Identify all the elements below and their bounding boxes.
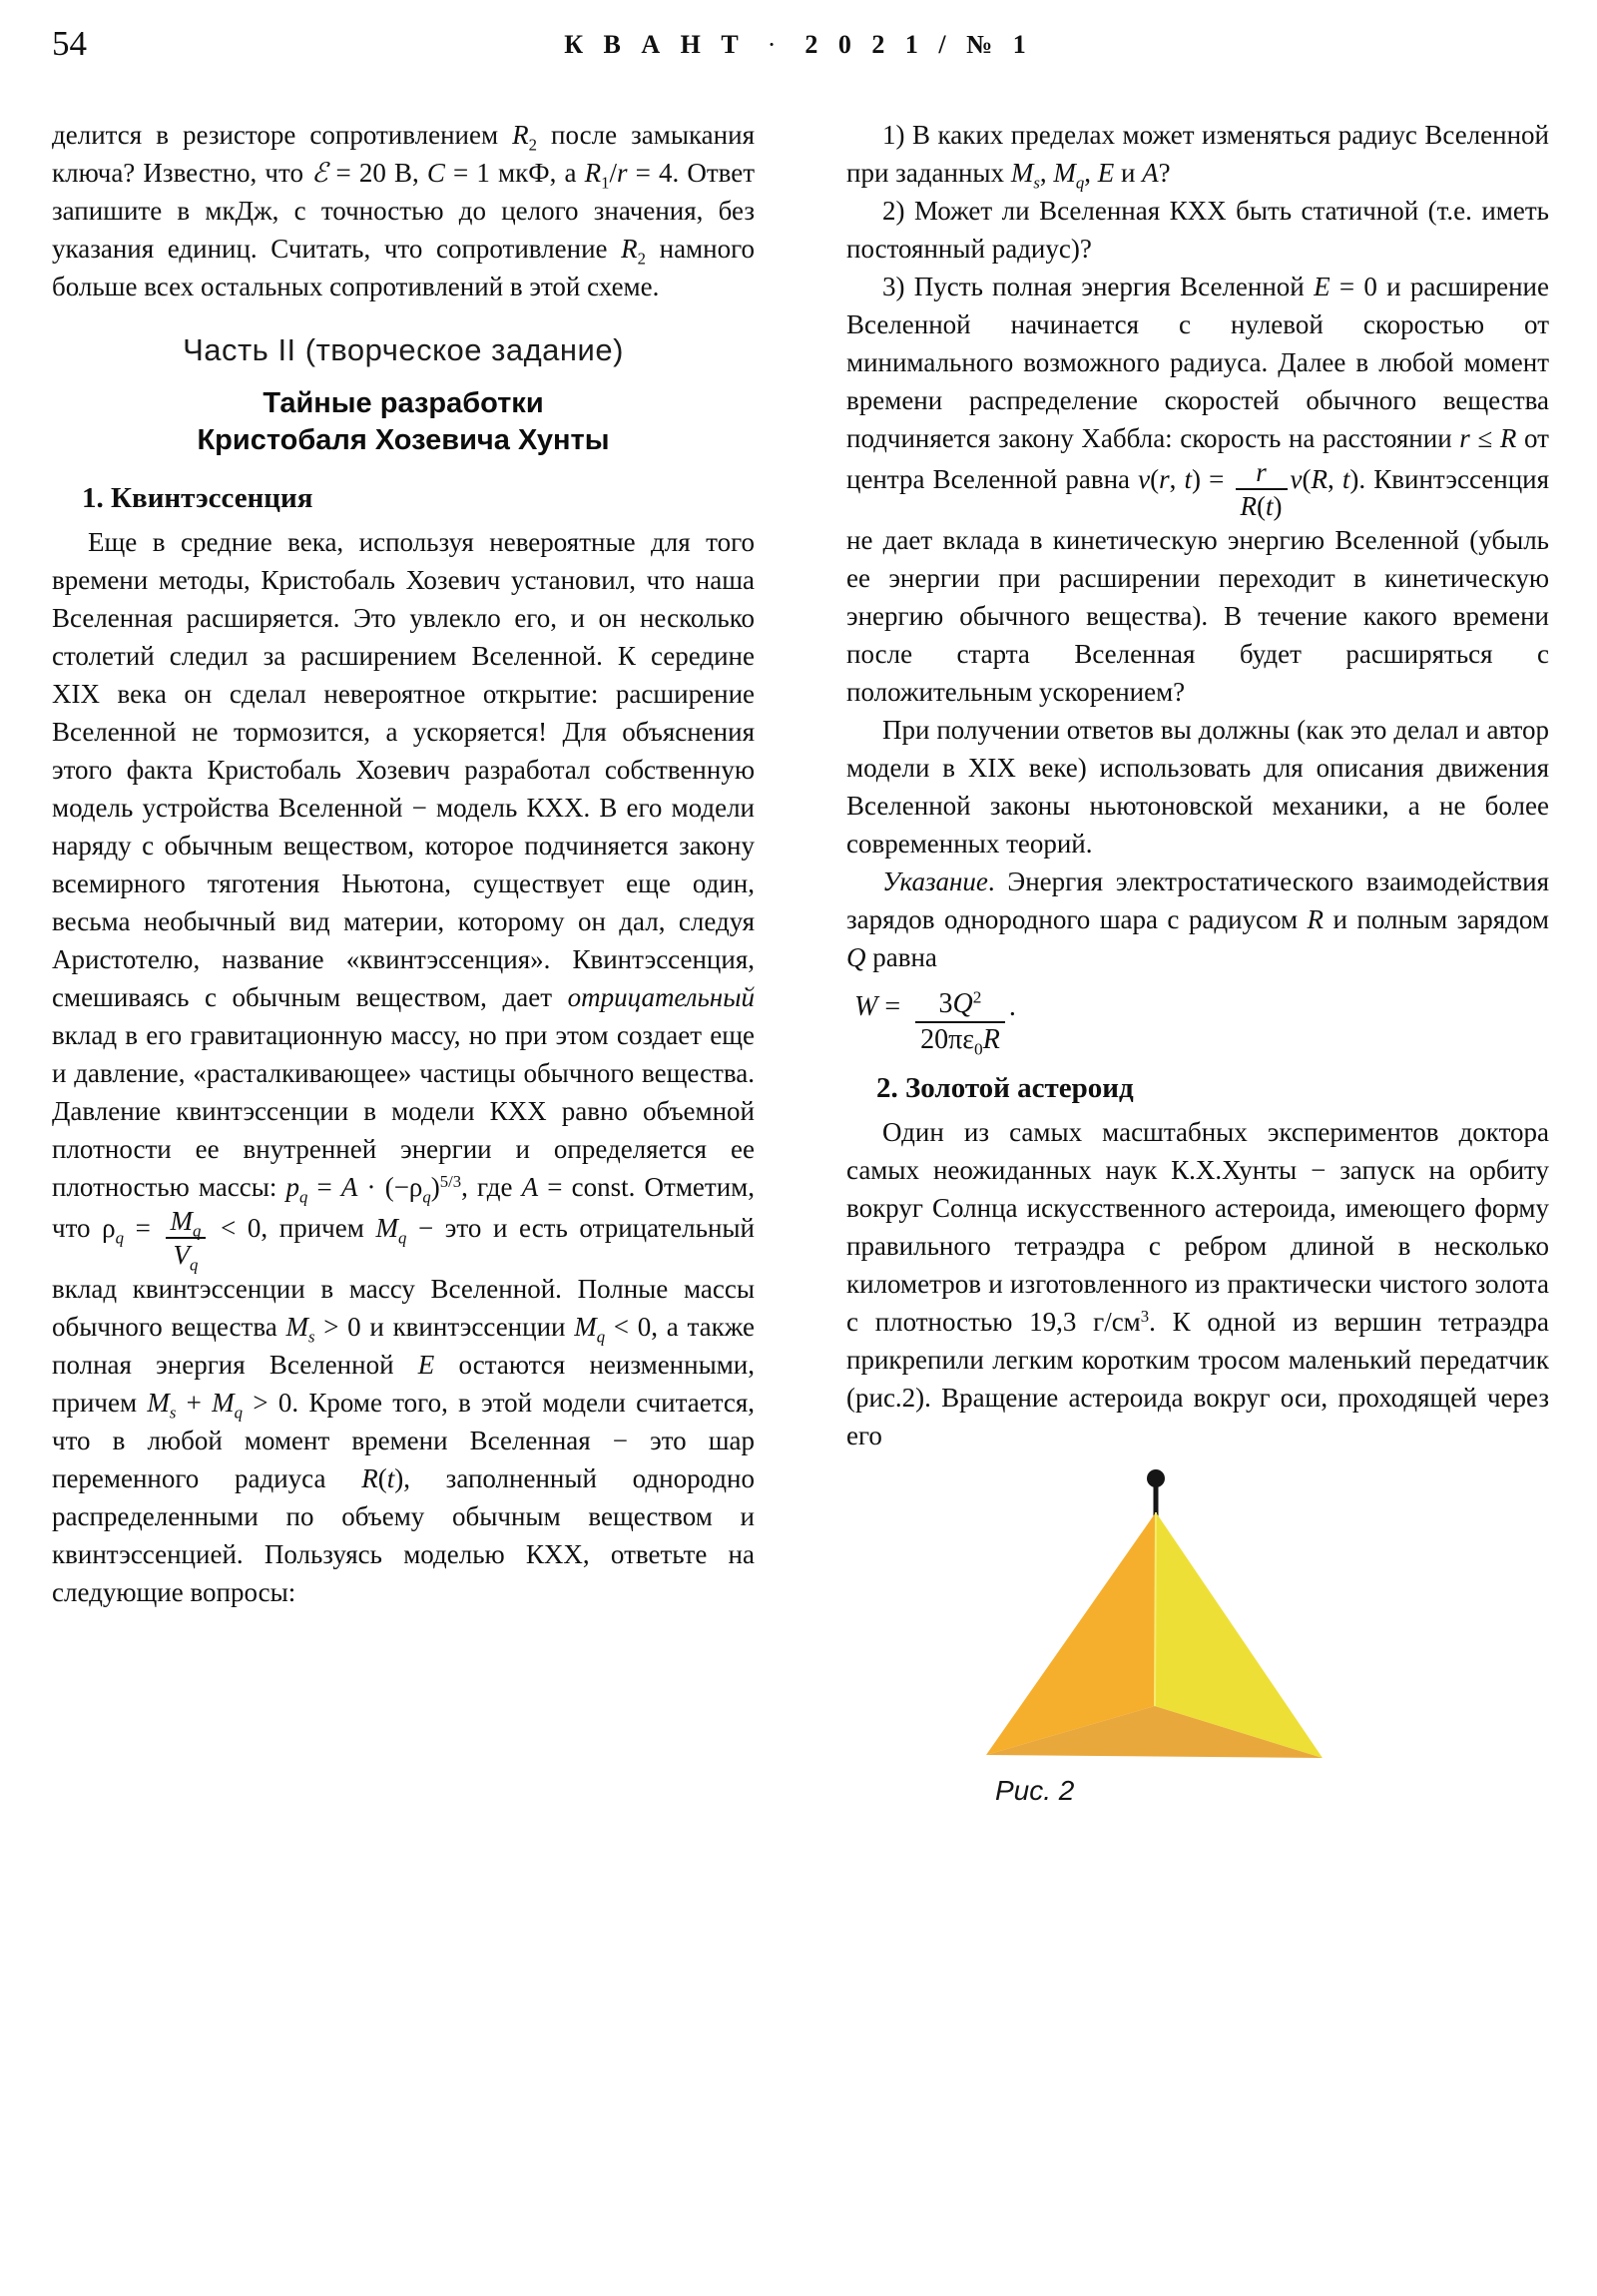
math-sub: 2: [637, 249, 647, 269]
masthead-separator: ·: [767, 30, 784, 59]
text-run: 1) В каких пределах может изменяться радиус Вселенной при заданных: [846, 120, 1549, 188]
section-1-heading: 1. Квинтэссенция: [82, 482, 313, 514]
article-title-line2: Кристобаля Хозевича Хунты: [197, 424, 610, 456]
text-run: Еще в средние века, используя невероятные для того времени методы, Кристобаль Хозевич установил, что наша Вселенная расширяется. Это увлекло его, и он несколько столетий следил за расширением Вселенной. К середине XIX века он сделал невероятное открытие: расширение Вселенной не тормозится, а ускоряется! Для объяснения этого факта Кристобаль Хозевич разработал собственную модель устройства Вселенной − модель КХХ. В его модели наряду с обычным веществом, которое подчиняется закону всемирного тяготения Ньютона, существует еще один, весьма необычный вид материи, которому он дал, следуя Аристотелю, название «квинтэссенция». Квинтэссенция, смешиваясь с обычным веществом, дает: [52, 527, 755, 1012]
text-run: < 0, причем: [209, 1213, 376, 1244]
text-run: − это и есть отрицательный вклад квинтэссенции в массу Вселенной. Полные массы обычного вещества: [52, 1213, 755, 1343]
fraction-numerator: [166, 1206, 207, 1241]
math-sub: q: [299, 1187, 308, 1207]
math-var: M: [1010, 158, 1034, 188]
math-var: r: [1159, 464, 1170, 495]
math-sub: s: [1033, 173, 1040, 193]
math-sub: q: [190, 1255, 199, 1275]
text-run: ): [1273, 491, 1283, 522]
math-var: A: [1142, 158, 1159, 188]
paragraph-note: При получении ответов вы должны (как это делал и автор модели в XIX веке) использовать для описания движения Вселенной законы ньютоновской механики, а не более современных теорий.: [846, 715, 1549, 860]
text-run: =: [124, 1213, 163, 1244]
formula-electrostatic-energy: [854, 987, 1549, 1059]
text-run: (: [1150, 464, 1160, 495]
fraction-denominator: [1236, 488, 1288, 521]
text-run: /: [609, 158, 617, 188]
tetrahedron-illustration: [981, 1464, 1331, 1764]
math-var: Q: [846, 942, 866, 973]
fraction-numerator: [1236, 457, 1288, 488]
text-run: =: [307, 1172, 341, 1202]
math-sup: 3: [1140, 1306, 1150, 1326]
math-sub: q: [1075, 173, 1085, 193]
text-run: < 0, а также полная энергия Вселенной: [52, 1312, 755, 1381]
text-run: делится в резисторе сопротивлением: [52, 120, 513, 150]
text-run: . Энергия электростатического взаимодействия зарядов однородного шара с радиусом: [846, 866, 1549, 935]
math-var: R: [1499, 423, 1517, 453]
text-run: (: [377, 1463, 387, 1494]
part-heading: Часть II (творческое задание): [183, 332, 624, 367]
text-run: , заполненный однородно распределенными по объему обычным веществом и квинтэссенцией. Пользуясь моделью КХХ, ответьте на следующие вопросы:: [52, 1463, 755, 1608]
text-run: ) =: [1192, 464, 1233, 495]
paragraph-quintessence: [52, 523, 755, 1611]
math-var: M: [212, 1388, 235, 1419]
transmitter-pin-head: [1147, 1469, 1165, 1487]
question-2: 2) Может ли Вселенная КХХ быть статичной (т.е. иметь постоянный радиус)?: [846, 196, 1549, 264]
math-var: p: [285, 1172, 300, 1202]
fraction: [166, 1206, 207, 1275]
math-var: M: [170, 1206, 194, 1236]
text-run: (−ρ: [384, 1172, 423, 1202]
text-run: 20πε: [920, 1023, 975, 1055]
math-sub: q: [397, 1228, 407, 1248]
article-title-line1: Тайные разработки: [263, 387, 544, 419]
math-var: A: [521, 1172, 539, 1202]
page-header: [0, 0, 1597, 88]
text-run: ): [394, 1463, 404, 1494]
text-run: > 0 и квинтэссенции: [314, 1312, 575, 1343]
math-var: t: [386, 1463, 395, 1494]
hint-label: Указание: [882, 866, 988, 897]
math-var: M: [375, 1213, 398, 1244]
math-var: E: [1097, 158, 1115, 188]
fraction: [915, 987, 1005, 1059]
text-run: = 20 В,: [327, 158, 427, 188]
text-run: и полным зарядом: [1324, 904, 1549, 935]
text-run: > 0. Кроме того, в этой модели считается, что в любой момент времени Вселенная − это шар переменного радиуса: [52, 1388, 755, 1494]
paragraph-hint: [846, 862, 1549, 976]
paragraph-golden-asteroid: [846, 1113, 1549, 1454]
text-run: ): [430, 1172, 440, 1202]
math-var: t: [1184, 464, 1193, 495]
math-var: V: [173, 1240, 191, 1271]
math-sub: q: [596, 1327, 606, 1347]
math-sub: 1: [601, 173, 610, 193]
math-var: v: [1290, 464, 1303, 495]
math-sup: 5/3: [439, 1171, 462, 1191]
fraction: [1236, 457, 1288, 521]
text-run: , где: [461, 1172, 522, 1202]
text-run: от центра Вселенной равна: [846, 423, 1549, 495]
text-run: остаются неизменными, причем: [52, 1350, 755, 1419]
text-run: вклад в его гравитационную массу, но при этом создает еще и давление, «расталкивающее» частицы обычного вещества. Давление квинтэссенции в модели КХХ равно объемной плотности ее внутренней энергии и определяется ее плотностью массы:: [52, 1020, 755, 1202]
question-1: [846, 116, 1549, 192]
text-run: ): [1349, 464, 1359, 495]
math-var: R: [1307, 904, 1325, 935]
math-var: v: [1138, 464, 1151, 495]
question-3: [846, 268, 1549, 711]
math-var-rho: ρ: [102, 1213, 116, 1244]
text-run: после замыкания ключа? Известно, что: [52, 120, 755, 188]
math-var: R: [1240, 491, 1257, 522]
math-sub: 0: [974, 1039, 983, 1059]
math-sub: 2: [528, 135, 537, 155]
right-column: [846, 116, 1549, 1810]
math-var: Q: [952, 988, 973, 1020]
math-sub: q: [234, 1403, 244, 1423]
math-var: r: [616, 158, 628, 188]
article-title: [52, 385, 755, 459]
math-var: R: [361, 1463, 378, 1494]
text-run: . К одной из вершин тетраэдра прикрепили легким коротким тросом маленький передатчик (рис.2). Вращение астероида вокруг оси, проходящей через его: [846, 1307, 1549, 1451]
fraction-numerator: [915, 988, 1005, 1020]
text-run: (: [1257, 491, 1266, 522]
text-run: = 1 мкФ, а: [444, 158, 585, 188]
two-column-layout: [0, 88, 1597, 1810]
text-run: = const. Отметим, что: [52, 1172, 755, 1244]
text-run: =: [877, 991, 908, 1023]
math-var: r: [1256, 457, 1267, 487]
text-run: ,: [1039, 158, 1054, 188]
journal-masthead: [0, 30, 1597, 60]
math-var: t: [1341, 464, 1350, 495]
section-2-heading: 2. Золотой астероид: [876, 1072, 1134, 1105]
figure-caption: Рис. 2: [995, 1775, 1075, 1807]
text-run: ,: [1169, 464, 1185, 495]
text-run: Один из самых масштабных экспериментов доктора самых неожиданных наук К.Х.Хунты − запуск на орбиту вокруг Солнца искусственного астероида, имеющего форму правильного тетраэдра с ребром длиной в несколько километров и изготовленного из практически чистого золота с плотностью 19,3 г/см: [846, 1117, 1549, 1338]
math-var: M: [147, 1388, 170, 1419]
math-sup: 2: [972, 987, 982, 1007]
text-run: ,: [1328, 464, 1342, 495]
text-run: +: [176, 1388, 213, 1419]
math-sub: s: [307, 1327, 315, 1347]
math-sub: q: [193, 1221, 202, 1241]
text-run: = 4. Ответ запишите в мкДж, с точностью до целого значения, без указания единиц. Считать, что сопротивление: [52, 158, 755, 264]
math-var: E: [417, 1350, 435, 1381]
text-run: ?: [1158, 158, 1171, 188]
math-var: A: [340, 1172, 358, 1202]
text-run: . Квинтэссенция не дает вклада в кинетическую энергию Вселенной (убыль ее энергии при расширении переходит в кинетическую энергию обычного вещества). В течение какого времени после старта Вселенная будет расширяться с положительным ускорением?: [846, 464, 1550, 708]
journal-issue: 2 0 2 1 / № 1: [804, 30, 1033, 59]
text-run: (: [1302, 464, 1312, 495]
page-number: 54: [52, 24, 87, 63]
math-var: E: [1314, 272, 1331, 301]
text-run: ·: [357, 1172, 385, 1202]
math-var: R: [982, 1023, 1000, 1055]
emphasized-text: отрицательный: [567, 982, 755, 1012]
math-var: r: [1459, 423, 1470, 453]
math-sub: q: [422, 1187, 431, 1207]
paragraph-problem-continuation: [52, 116, 755, 305]
math-var: R: [621, 234, 638, 264]
text-run: 3: [938, 988, 953, 1020]
figure-2: [981, 1464, 1340, 1810]
math-var: M: [285, 1312, 308, 1343]
math-sub: s: [169, 1403, 177, 1423]
math-var: R: [512, 120, 529, 150]
math-var: M: [1053, 158, 1076, 188]
math-var: R: [1311, 464, 1328, 495]
text-run: 3) Пусть полная энергия Вселенной: [882, 272, 1315, 301]
text-run: ,: [1084, 158, 1098, 188]
text-run: .: [1008, 991, 1016, 1023]
math-var: t: [1266, 491, 1274, 522]
tetrahedron-front-edge: [1155, 1512, 1156, 1706]
math-var: M: [574, 1312, 597, 1343]
text-run: и: [1114, 158, 1143, 188]
math-var: W: [854, 991, 878, 1023]
text-run: = 0 и расширение Вселенной начинается с нулевой скоростью от минимального возможного радиуса. Далее в любой момент времени распределение скоростей обычного вещества подчиняется закону Хаббла: скорость на расстоянии: [846, 272, 1549, 453]
fraction-denominator: [166, 1237, 207, 1275]
math-var: C: [426, 158, 445, 188]
math-var-emf: ℰ: [311, 158, 328, 188]
journal-title: К В А Н Т: [564, 30, 746, 59]
text-run: намного больше всех остальных сопротивлений в этой схеме.: [52, 234, 755, 301]
text-run: ≤: [1469, 423, 1500, 453]
text-run: равна: [865, 942, 937, 973]
math-var: R: [584, 158, 602, 188]
left-column: [52, 116, 755, 1810]
math-sub: q: [115, 1228, 125, 1248]
fraction-denominator: [915, 1021, 1005, 1059]
